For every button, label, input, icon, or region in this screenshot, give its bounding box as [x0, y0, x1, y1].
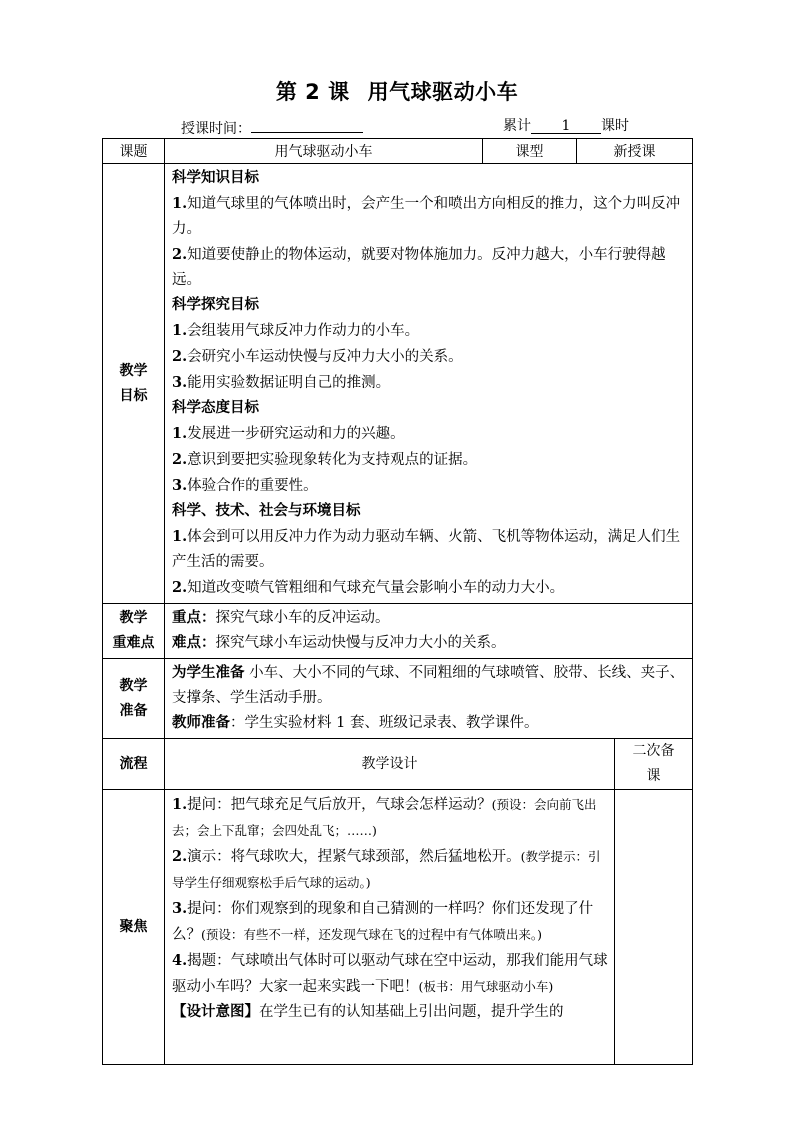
focus-label: 聚焦	[103, 790, 165, 1065]
knowledge-item-1: 1.知道气球里的气体喷出时，会产生一个和喷出方向相反的推力，这个力叫反冲力。	[172, 195, 681, 237]
teaching-time	[181, 117, 363, 138]
sts-item-2: 2.知道改变喷气管粗细和气球充气量会影响小车的动力大小。	[172, 579, 565, 596]
preparation-label: 教学 准备	[103, 659, 165, 739]
flow-label: 流程	[103, 739, 165, 790]
knowledge-item-2: 2.知道要使静止的物体运动，就要对物体施加力。反冲力越大，小车行驶得越远。	[172, 246, 666, 288]
design-label: 教学设计	[165, 739, 615, 790]
knowledge-heading: 科学知识目标	[172, 170, 259, 186]
student-preparation: 为学生准备 小车、大小不同的气球、不同粗细的气球喷管、胶带、长线、夹子、支撑条、学生活动手册。	[172, 665, 685, 706]
inquiry-item-1: 1.会组装用气球反冲力作动力的小车。	[172, 322, 420, 339]
objectives-label: 教学 目标	[103, 164, 165, 604]
focus-row	[103, 790, 693, 1065]
attitude-item-2: 2.意识到要把实验现象转化为支持观点的证据。	[172, 451, 478, 468]
type-value: 新授课	[577, 139, 693, 164]
attitude-item-3: 3.体验合作的重要性。	[172, 477, 318, 494]
focus-item-4: 4.揭题：气球喷出气体时可以驱动气球在空中运动，那我们能用气球驱动小车吗？大家一起来实践一下吧！(板书：用气球驱动小车)	[172, 952, 608, 995]
preparation-row	[103, 659, 693, 739]
total-hours-label: 累计	[503, 118, 531, 134]
focus-line: 重点：探究气球小车的反冲运动。	[172, 610, 390, 626]
sts-item-1: 1.体会到可以用反冲力作为动力驱动车辆、火箭、飞机等物体运动，满足人们生产生活的需要。	[172, 528, 681, 570]
attitude-heading: 科学态度目标	[172, 400, 259, 416]
lesson-name: 用气球驱动小车	[367, 80, 519, 104]
inquiry-item-3: 3.能用实验数据证明自己的推测。	[172, 374, 391, 391]
key-points-row	[103, 604, 693, 659]
lesson-number: 第 2 课	[275, 80, 350, 104]
objectives-content	[165, 164, 693, 604]
design-intent: 【设计意图】在学生已有的认知基础上引出问题，提升学生的	[172, 1004, 564, 1020]
focus-item-2: 2.演示：将气球吹大，捏紧气球颈部，然后猛地松开。(教学提示：引导学生仔细观察松手后气球的运动。)	[172, 848, 601, 890]
focus-item-3: 3.提问：你们观察到的现象和自己猜测的一样吗？你们还发现了什么？(预设：有些不一样，还发现气球在飞的过程中有气体喷出来。)	[172, 900, 594, 943]
inquiry-item-2: 2.会研究小车运动快慢与反冲力大小的关系。	[172, 348, 463, 365]
focus-item-1: 1.提问：把气球充足气后放开，气球会怎样运动？(预设：会向前飞出去；会上下乱窜；会四处乱飞；……)	[172, 796, 597, 838]
total-hours-unit: 课时	[601, 118, 629, 134]
lesson-plan-table	[102, 138, 693, 1065]
key-points-content	[165, 604, 693, 659]
teaching-time-field[interactable]	[251, 117, 363, 133]
topic-value: 用气球驱动小车	[165, 139, 483, 164]
process-header-row	[103, 739, 693, 790]
topic-label: 课题	[103, 139, 165, 164]
teaching-time-label: 授课时间：	[181, 121, 251, 137]
page-title	[0, 76, 794, 106]
inquiry-heading: 科学探究目标	[172, 297, 259, 313]
objectives-row	[103, 164, 693, 604]
total-hours-field[interactable]: 1	[531, 118, 601, 134]
second-prep-label: 二次备 课	[615, 739, 693, 790]
difficulty-line: 难点：探究气球小车运动快慢与反冲力大小的关系。	[172, 635, 506, 651]
type-label: 课型	[483, 139, 577, 164]
topic-row	[103, 139, 693, 164]
sts-heading: 科学、技术、社会与环境目标	[172, 503, 361, 519]
second-prep-cell[interactable]	[615, 790, 693, 1065]
teacher-preparation: 教师准备：学生实验材料 1 套、班级记录表、教学课件。	[172, 715, 539, 731]
total-hours	[503, 117, 629, 135]
focus-content	[165, 790, 615, 1065]
key-points-label: 教学 重难点	[103, 604, 165, 659]
attitude-item-1: 1.发展进一步研究运动和力的兴趣。	[172, 425, 405, 442]
preparation-content	[165, 659, 693, 739]
